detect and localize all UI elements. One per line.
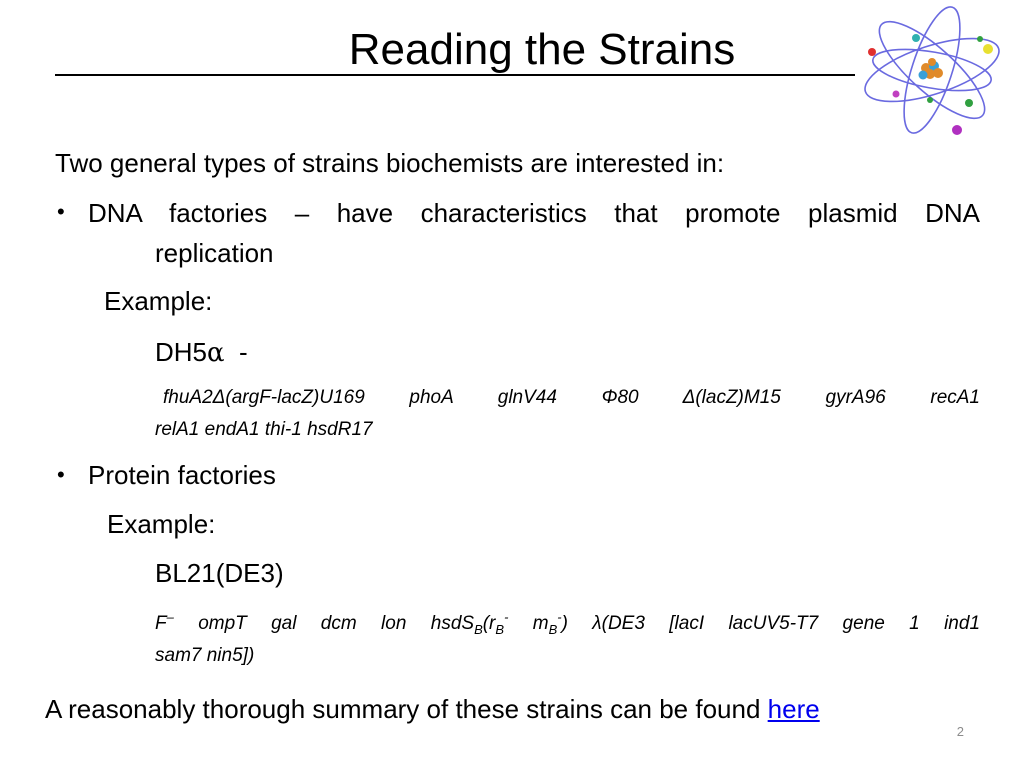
genotype-bl21-line1: F– ompT gal dcm lon $hsdS_B(r_B^-$ $m_B^-$) λ(DE3 [lacI lacUV5-T7 gene 1 ind1 (155, 609, 981, 637)
example-label-protein: Example: (107, 509, 216, 539)
summary-link-here[interactable]: here (767, 694, 820, 724)
bullet-protein-factories: Protein factories (88, 460, 276, 490)
strain-dash: - (239, 337, 248, 367)
genotype-dh5a-line2: relA1 endA1 thi-1 hsdR17 (155, 419, 373, 440)
bullet-dot-icon: • (57, 462, 65, 487)
summary-text (45, 692, 820, 726)
genotype-dh5a-line1: fhuA2Δ(argF-lacZ)U169 phoA glnV44 Φ80 Δ(lacZ)M15 gyrA96 recA1 (163, 387, 980, 408)
strain-name-bl21: BL21(DE3) (155, 558, 284, 588)
example-label-dna: Example: (104, 286, 213, 316)
bullet-dot-icon: • (57, 199, 65, 224)
strain-name-dh5a (155, 336, 248, 369)
genotype-dh5a (155, 382, 980, 446)
genotype-bl21 (155, 608, 980, 672)
slide-title: Reading the Strains (348, 25, 736, 74)
atom-logo-icon (860, 4, 1020, 138)
page-number: 2 (956, 724, 964, 739)
strain-name-text: DH5 (155, 337, 208, 367)
summary-sentence: A reasonably thorough summary of these strains can be found (45, 694, 768, 724)
title-underline (55, 74, 855, 76)
bullet-dna-factories: DNA factories – have characteristics that promote plasmid DNA (88, 198, 980, 228)
intro-text: Two general types of strains biochemists are interested in: (55, 148, 725, 178)
alpha-symbol: α (207, 338, 225, 368)
genotype-bl21-line2: sam7 nin5]) (155, 645, 255, 666)
bullet-dna-factories-continued: replication (155, 238, 274, 268)
